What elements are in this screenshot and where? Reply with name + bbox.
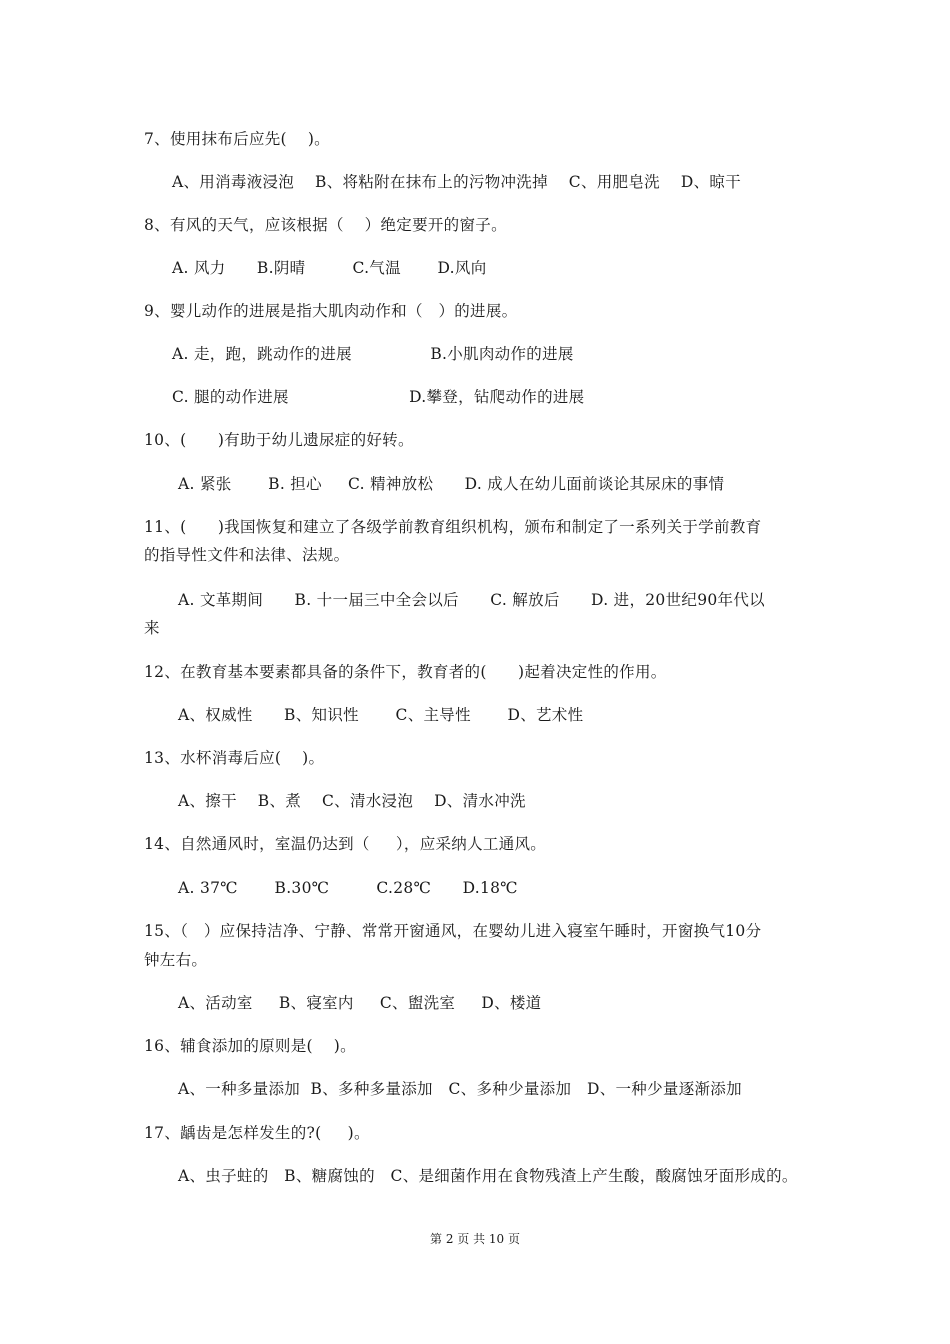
question-13-stem: 13、水杯消毒后应( )。	[144, 749, 325, 767]
question-15-stem-line1: 15、（ ）应保持洁净、宁静、常常开窗通风，在婴幼儿进入寝室午睡时，开窗换气10分	[144, 922, 762, 940]
question-17-options: A、虫子蛀的 B、糖腐蚀的 C、是细菌作用在食物残渣上产生酸，酸腐蚀牙面形成的。	[178, 1167, 798, 1185]
question-8-stem: 8、有风的天气，应该根据（ ）绝定要开的窗子。	[144, 216, 507, 234]
question-8-options: A. 风力 B.阴晴 C.气温 D.风向	[172, 259, 487, 277]
question-14-options: A. 37℃ B.30℃ C.28℃ D.18℃	[178, 879, 518, 897]
question-7-options: A、用消毒液浸泡 B、将粘附在抹布上的污物冲洗掉 C、用肥皂洗 D、晾干	[172, 173, 741, 191]
question-11-options-line1: A. 文革期间 B. 十一届三中全会以后 C. 解放后 D. 进，20世纪90年代以	[178, 591, 765, 609]
question-12-options: A、权威性 B、知识性 C、主导性 D、艺术性	[178, 706, 584, 724]
page-footer: 第 2 页 共 10 页	[430, 1232, 520, 1246]
question-11-options-line2: 来	[144, 619, 160, 637]
question-14-stem: 14、自然通风时，室温仍达到（ ），应采纳人工通风。	[144, 835, 547, 853]
question-9-options-line2: C. 腿的动作进展 D.攀登，钻爬动作的进展	[172, 388, 585, 406]
question-9-options-line1: A. 走，跑，跳动作的进展 B.小肌肉动作的进展	[172, 345, 574, 363]
question-10-options: A. 紧张 B. 担心 C. 精神放松 D. 成人在幼儿面前谈论其尿床的事情	[178, 475, 725, 493]
question-16-options: A、一种多量添加 B、多种多量添加 C、多种少量添加 D、一种少量逐渐添加	[178, 1080, 742, 1098]
question-12-stem: 12、在教育基本要素都具备的条件下，教育者的( )起着决定性的作用。	[144, 663, 667, 681]
question-11-stem-line1: 11、( )我国恢复和建立了各级学前教育组织机构，颁布和制定了一系列关于学前教育	[144, 518, 762, 536]
question-7-stem: 7、使用抹布后应先( )。	[144, 130, 330, 148]
question-10-stem: 10、( )有助于幼儿遗尿症的好转。	[144, 431, 414, 449]
question-17-stem: 17、龋齿是怎样发生的?( )。	[144, 1124, 370, 1142]
question-13-options: A、擦干 B、煮 C、清水浸泡 D、清水冲洗	[178, 792, 526, 810]
question-11-stem-line2: 的指导性文件和法律、法规。	[144, 546, 350, 564]
question-15-stem-line2: 钟左右。	[144, 951, 208, 969]
question-9-stem: 9、婴儿动作的进展是指大肌肉动作和（ ）的进展。	[144, 302, 518, 320]
question-16-stem: 16、辅食添加的原则是( )。	[144, 1037, 356, 1055]
question-15-options: A、活动室 B、寝室内 C、盥洗室 D、楼道	[178, 994, 542, 1012]
